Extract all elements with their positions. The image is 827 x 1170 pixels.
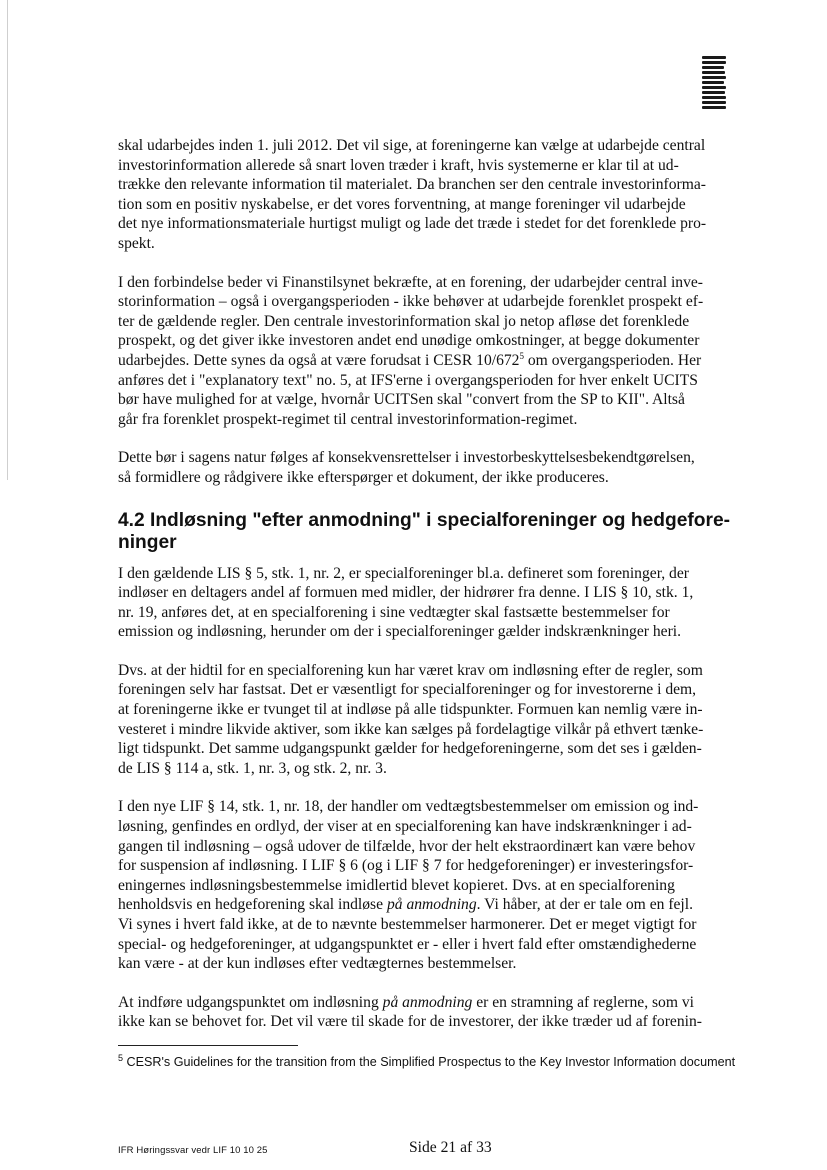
text-line: special- og hedgeforeninger, at udgangspunktet er - eller i hvert fald efter omstændighederne xyxy=(118,935,697,953)
text-line: så formidlere og rådgivere ikke efterspørger et dokument, der ikke produceres. xyxy=(118,468,609,486)
text-line: emission og indløsning, herunder om der i specialforeninger gælder indskrænkninger heri. xyxy=(118,623,681,641)
text-line: storinformation – også i overgangsperioden - ikke behøver at udarbejde forenklet prospekt ef- xyxy=(118,293,704,311)
paragraph-5 xyxy=(118,661,752,779)
text-segment: udarbejdes. Dette synes da også at være forudsat i CESR 10/672 xyxy=(118,351,520,369)
footnote xyxy=(118,1054,758,1070)
text-line: ikke kan se behovet for. Det vil være til skade for de investorer, der ikke træder ud af forenin- xyxy=(118,1013,702,1031)
text-line: ligt tidspunkt. Det samme udgangspunkt gælder for hedgeforeningerne, som det ses i gælden- xyxy=(118,740,702,758)
text-line: spekt. xyxy=(118,234,155,252)
footnote-separator xyxy=(118,1045,298,1046)
text-line: Dette bør i sagens natur følges af konsekvensrettelser i investorbeskyttelsesbekendtgørelsen, xyxy=(118,449,695,467)
footnote-reference: 5 xyxy=(519,350,524,361)
text-line-with-italic xyxy=(118,993,752,1013)
text-line: I den forbindelse beder vi Finanstilsynet bekræfte, at en forening, der udarbejder central inve- xyxy=(118,273,703,291)
text-line: går fra forenklet prospekt-regimet til central investorinformation-regimet. xyxy=(118,410,578,428)
text-segment: At indføre udgangspunktet om indløsning xyxy=(118,993,383,1011)
text-segment: er en stramning af reglerne, som vi xyxy=(472,993,695,1011)
text-line-with-italic xyxy=(118,895,752,915)
text-line: de LIS § 114 a, stk. 1, nr. 3, og stk. 2, nr. 3. xyxy=(118,759,387,777)
text-line: indløser en deltagers andel af formuen med midler, der hidrører fra denne. I LIS § 10, stk. 1, xyxy=(118,584,694,602)
text-line: det nye informationsmateriale hurtigst muligt og lade det træde i stedet for det forenklede pro- xyxy=(118,215,707,233)
stacked-bars-logo-icon xyxy=(702,56,726,118)
text-line: vesteret i mindre likvide aktiver, som ikke kan sælges på fordelagtige vilkår på ethvert tænke- xyxy=(118,720,704,738)
page-edge-line xyxy=(7,0,8,480)
text-line: investorinformation allerede så snart loven træder i kraft, hvis systemerne er klar til at ud- xyxy=(118,156,679,174)
heading-line: 4.2 Indløsning "efter anmodning" i specialforeninger og hedgefore- xyxy=(118,509,731,531)
text-line: I den gældende LIS § 5, stk. 1, nr. 2, er specialforeninger bl.a. defineret som foreninger, der xyxy=(118,564,689,582)
text-line: gangen til indløsning – også udover de tilfælde, hvor der helt ekstraordinært kan være behov xyxy=(118,837,696,855)
paragraph-1 xyxy=(118,136,752,254)
text-line: tion som en positiv nyskabelse, er det vores forventning, at mange foreninger vil udarbejde xyxy=(118,195,686,213)
text-line: eningernes indløsningsbestemmelse imidlertid blevet kopieret. Dvs. at en specialforening xyxy=(118,876,675,894)
footer-document-label: IFR Høringssvar vedr LIF 10 10 25 xyxy=(118,1145,268,1156)
text-line: kan være - at der kun indløses efter vedtægternes bestemmelser. xyxy=(118,955,517,973)
text-line: løsning, genfindes en ordlyd, der viser at en specialforening kan have indskrænkninger i ad- xyxy=(118,818,692,836)
text-line: for suspension af indløsning. I LIF § 6 (og i LIF § 7 for hedgeforeninger) er investeringsfor- xyxy=(118,857,694,875)
section-heading xyxy=(118,510,752,554)
paragraph-7 xyxy=(118,993,752,1032)
page-body xyxy=(118,136,752,1051)
text-segment: om overgangsperioden. Her xyxy=(523,351,702,369)
text-segment: henholdsvis en hedgeforening skal indløse xyxy=(118,896,387,914)
text-line: foreningen selv har fastsat. Det er væsentligt for specialforeninger og for investorerne i dem, xyxy=(118,681,697,699)
italic-emphasis: på anmodning xyxy=(386,896,477,914)
text-line: trække den relevante information til materialet. Da branchen ser den centrale investorinforma- xyxy=(118,176,706,194)
text-line: at foreningerne ikke er tvunget til at indløse på alle tidspunkter. Formuen kan nemlig være in- xyxy=(118,701,703,719)
text-line: nr. 19, anføres det, at en specialforening i sine vedtægter skal fastsætte bestemmelser for xyxy=(118,603,670,621)
paragraph-2 xyxy=(118,273,752,430)
italic-emphasis: på anmodning xyxy=(382,993,473,1011)
text-line: prospekt, og det giver ikke investoren andet end unødige omkostninger, at begge dokumenter xyxy=(118,332,700,350)
text-line: anføres det i "explanatory text" no. 5, at IFS'erne i overgangsperioden for hver enkelt UCITS xyxy=(118,371,698,389)
footnote-marker: 5 xyxy=(118,1052,124,1063)
text-line-with-footnote xyxy=(118,351,752,371)
text-line: ter de gældende regler. Den centrale investorinformation skal jo netop afløse det forenklede xyxy=(118,312,690,330)
text-line: Dvs. at der hidtil for en specialforening kun har været krav om indløsning efter de regler, som xyxy=(118,661,703,679)
page-number: Side 21 af 33 xyxy=(409,1139,492,1156)
footnote-text: CESR's Guidelines for the transition from the Simplified Prospectus to the Key Investor Information document xyxy=(123,1055,736,1069)
heading-line: ninger xyxy=(118,531,177,553)
paragraph-4 xyxy=(118,564,752,642)
paragraph-3 xyxy=(118,448,752,487)
text-line: bør have mulighed for at vælge, hvornår UCITSen skal "convert from the SP to KII". Altså xyxy=(118,391,685,409)
paragraph-6 xyxy=(118,797,752,973)
text-line: I den nye LIF § 14, stk. 1, nr. 18, der handler om vedtægtsbestemmelser om emission og ind- xyxy=(118,798,699,816)
text-segment: . Vi håber, at der er tale om en fejl. xyxy=(476,896,693,914)
text-line: Vi synes i hvert fald ikke, at de to nævnte bestemmelser harmonerer. Det er meget vigtigt for xyxy=(118,916,697,933)
text-line: skal udarbejdes inden 1. juli 2012. Det vil sige, at foreningerne kan vælge at udarbejde central xyxy=(118,137,706,154)
